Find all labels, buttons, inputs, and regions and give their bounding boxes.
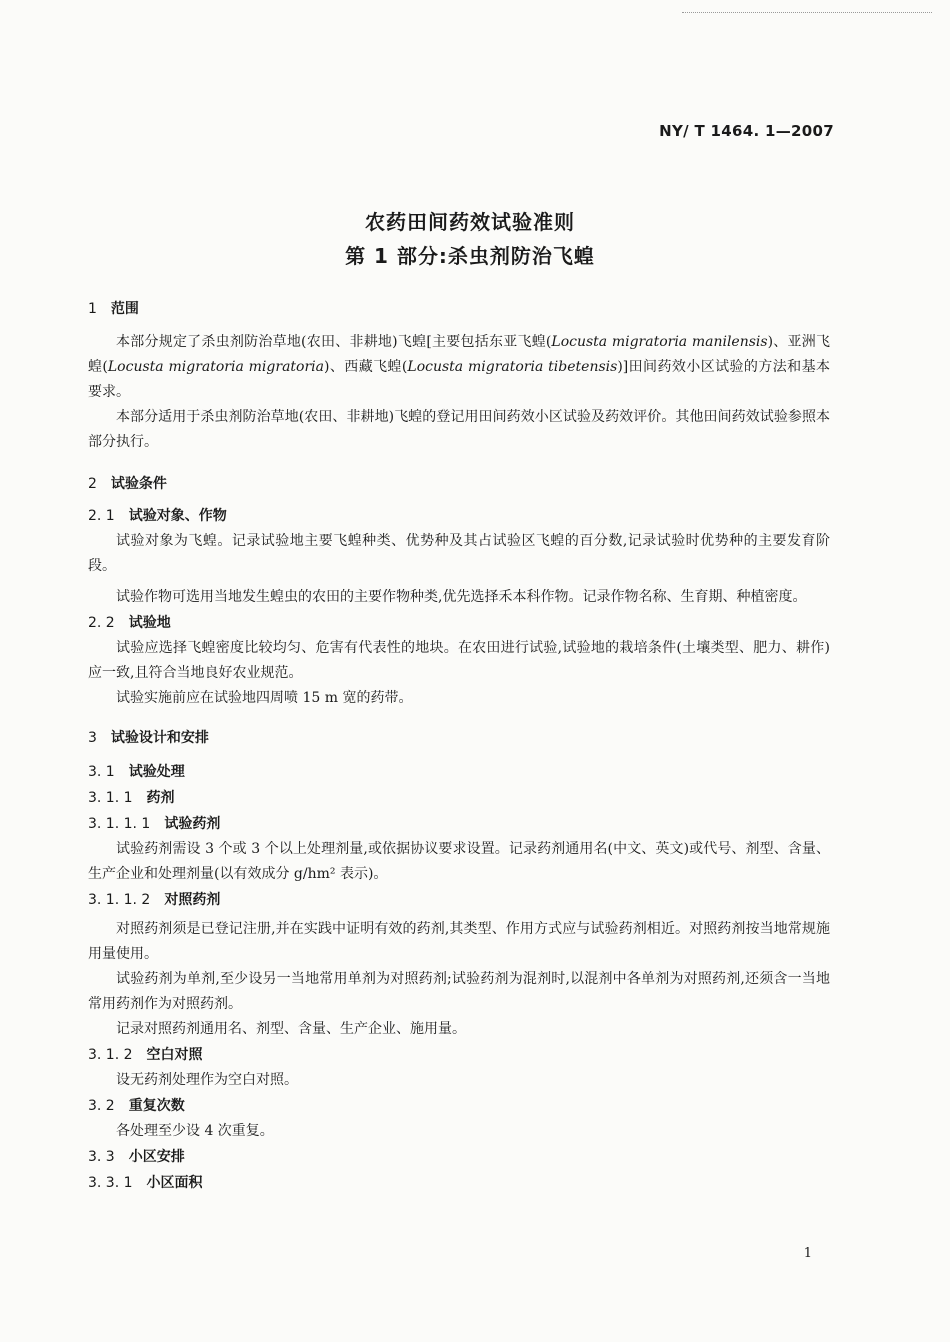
section-title: 范围 — [110, 301, 139, 317]
section-heading-1 — [88, 296, 830, 322]
section-title: 试验条件 — [110, 476, 167, 492]
document-subtitle: 第 1 部分:杀虫剂防治飞蝗 — [345, 244, 595, 268]
section-number: 3. 3. 1 — [88, 1175, 133, 1191]
paragraph: 试验作物可选用当地发生蝗虫的农田的主要作物种类,优先选择禾本科作物。记录作物名称、生育期、种植密度。 — [116, 589, 807, 605]
section-number: 3. 1. 1. 2 — [88, 892, 151, 908]
section-number: 3. 3 — [88, 1149, 115, 1165]
text-run: 本部分规定了杀虫剂防治草地(农田、非耕地)飞蝗[主要包括东亚飞蝗( — [116, 334, 552, 350]
header-rule — [682, 12, 932, 13]
section-number: 2 — [88, 476, 97, 492]
paragraph — [88, 330, 830, 405]
paragraph: 试验药剂为单剂,至少设另一当地常用单剂为对照药剂;试验药剂为混剂时,以混剂中各单剂为对照药剂,还须含一当地常用药剂作为对照药剂。 — [88, 971, 830, 1012]
section-heading-3-1-2 — [88, 1042, 830, 1068]
paragraph: 试验药剂需设 3 个或 3 个以上处理剂量,或依据协议要求设置。记录药剂通用名(中文、英文)或代号、剂型、含量、生产企业和处理剂量(以有效成分 g/hm² 表示)。 — [88, 841, 830, 882]
species-name: Locusta migratoria migratoria — [107, 359, 324, 375]
paragraph: 本部分适用于杀虫剂防治草地(农田、非耕地)飞蝗的登记用田间药效小区试验及药效评价。其他田间药效试验参照本部分执行。 — [88, 409, 830, 450]
section-heading-2-2 — [88, 610, 830, 636]
section-title: 试验对象、作物 — [128, 508, 227, 524]
section-title: 试验设计和安排 — [110, 730, 209, 746]
section-number: 3 — [88, 730, 97, 746]
paragraph: 试验应选择飞蝗密度比较均匀、危害有代表性的地块。在农田进行试验,试验地的栽培条件(土壤类型、肥力、耕作)应一致,且符合当地良好农业规范。 — [88, 640, 830, 681]
section-title: 空白对照 — [146, 1047, 203, 1063]
paragraph: 试验实施前应在试验地四周喷 15 m 宽的药带。 — [116, 690, 413, 706]
section-title: 药剂 — [146, 790, 175, 806]
section-number: 2. 1 — [88, 508, 115, 524]
document-title: 农药田间药效试验准则 — [365, 210, 575, 234]
section-heading-3-3 — [88, 1144, 830, 1170]
section-heading-3-1-1 — [88, 785, 830, 811]
section-number: 2. 2 — [88, 615, 115, 631]
species-name: Locusta migratoria tibetensis — [407, 359, 618, 375]
standard-code: NY/ T 1464. 1—2007 — [659, 122, 834, 140]
section-heading-2-1 — [88, 503, 830, 529]
section-number: 3. 1. 1. 1 — [88, 816, 151, 832]
paragraph: 对照药剂须是已登记注册,并在实践中证明有效的药剂,其类型、作用方式应与试验药剂相近。对照药剂按当地常规施用量使用。 — [88, 921, 830, 962]
paragraph: 各处理至少设 4 次重复。 — [116, 1123, 274, 1139]
section-heading-3 — [88, 725, 830, 751]
section-title: 试验地 — [128, 615, 171, 631]
section-title: 试验药剂 — [164, 816, 221, 832]
section-heading-3-2 — [88, 1093, 830, 1119]
paragraph: 试验对象为飞蝗。记录试验地主要飞蝗种类、优势种及其占试验区飞蝗的百分数,记录试验时优势种的主要发育阶段。 — [88, 533, 830, 574]
section-title: 重复次数 — [128, 1098, 185, 1114]
section-title: 小区面积 — [146, 1175, 203, 1191]
section-heading-3-1-1-1 — [88, 811, 830, 837]
paragraph: 设无药剂处理作为空白对照。 — [116, 1072, 298, 1088]
page-number: 1 — [803, 1246, 812, 1261]
text-run: )、亚洲飞蝗( — [88, 334, 830, 375]
section-title: 试验处理 — [128, 764, 185, 780]
section-title: 对照药剂 — [164, 892, 221, 908]
section-title: 小区安排 — [128, 1149, 185, 1165]
section-heading-2 — [88, 471, 830, 497]
text-run: )]田间药效小区试验的方法和基本要求。 — [88, 359, 830, 400]
section-number: 3. 1. 1 — [88, 790, 133, 806]
section-number: 1 — [88, 301, 97, 317]
paragraph: 记录对照药剂通用名、剂型、含量、生产企业、施用量。 — [116, 1021, 466, 1037]
section-number: 3. 1 — [88, 764, 115, 780]
section-heading-3-3-1 — [88, 1170, 830, 1196]
text-run: )、西藏飞蝗( — [324, 359, 408, 375]
section-number: 3. 1. 2 — [88, 1047, 133, 1063]
species-name: Locusta migratoria manilensis — [551, 334, 768, 350]
section-heading-3-1 — [88, 759, 830, 785]
section-heading-3-1-1-2 — [88, 887, 830, 913]
section-number: 3. 2 — [88, 1098, 115, 1114]
document-body — [88, 296, 830, 1196]
